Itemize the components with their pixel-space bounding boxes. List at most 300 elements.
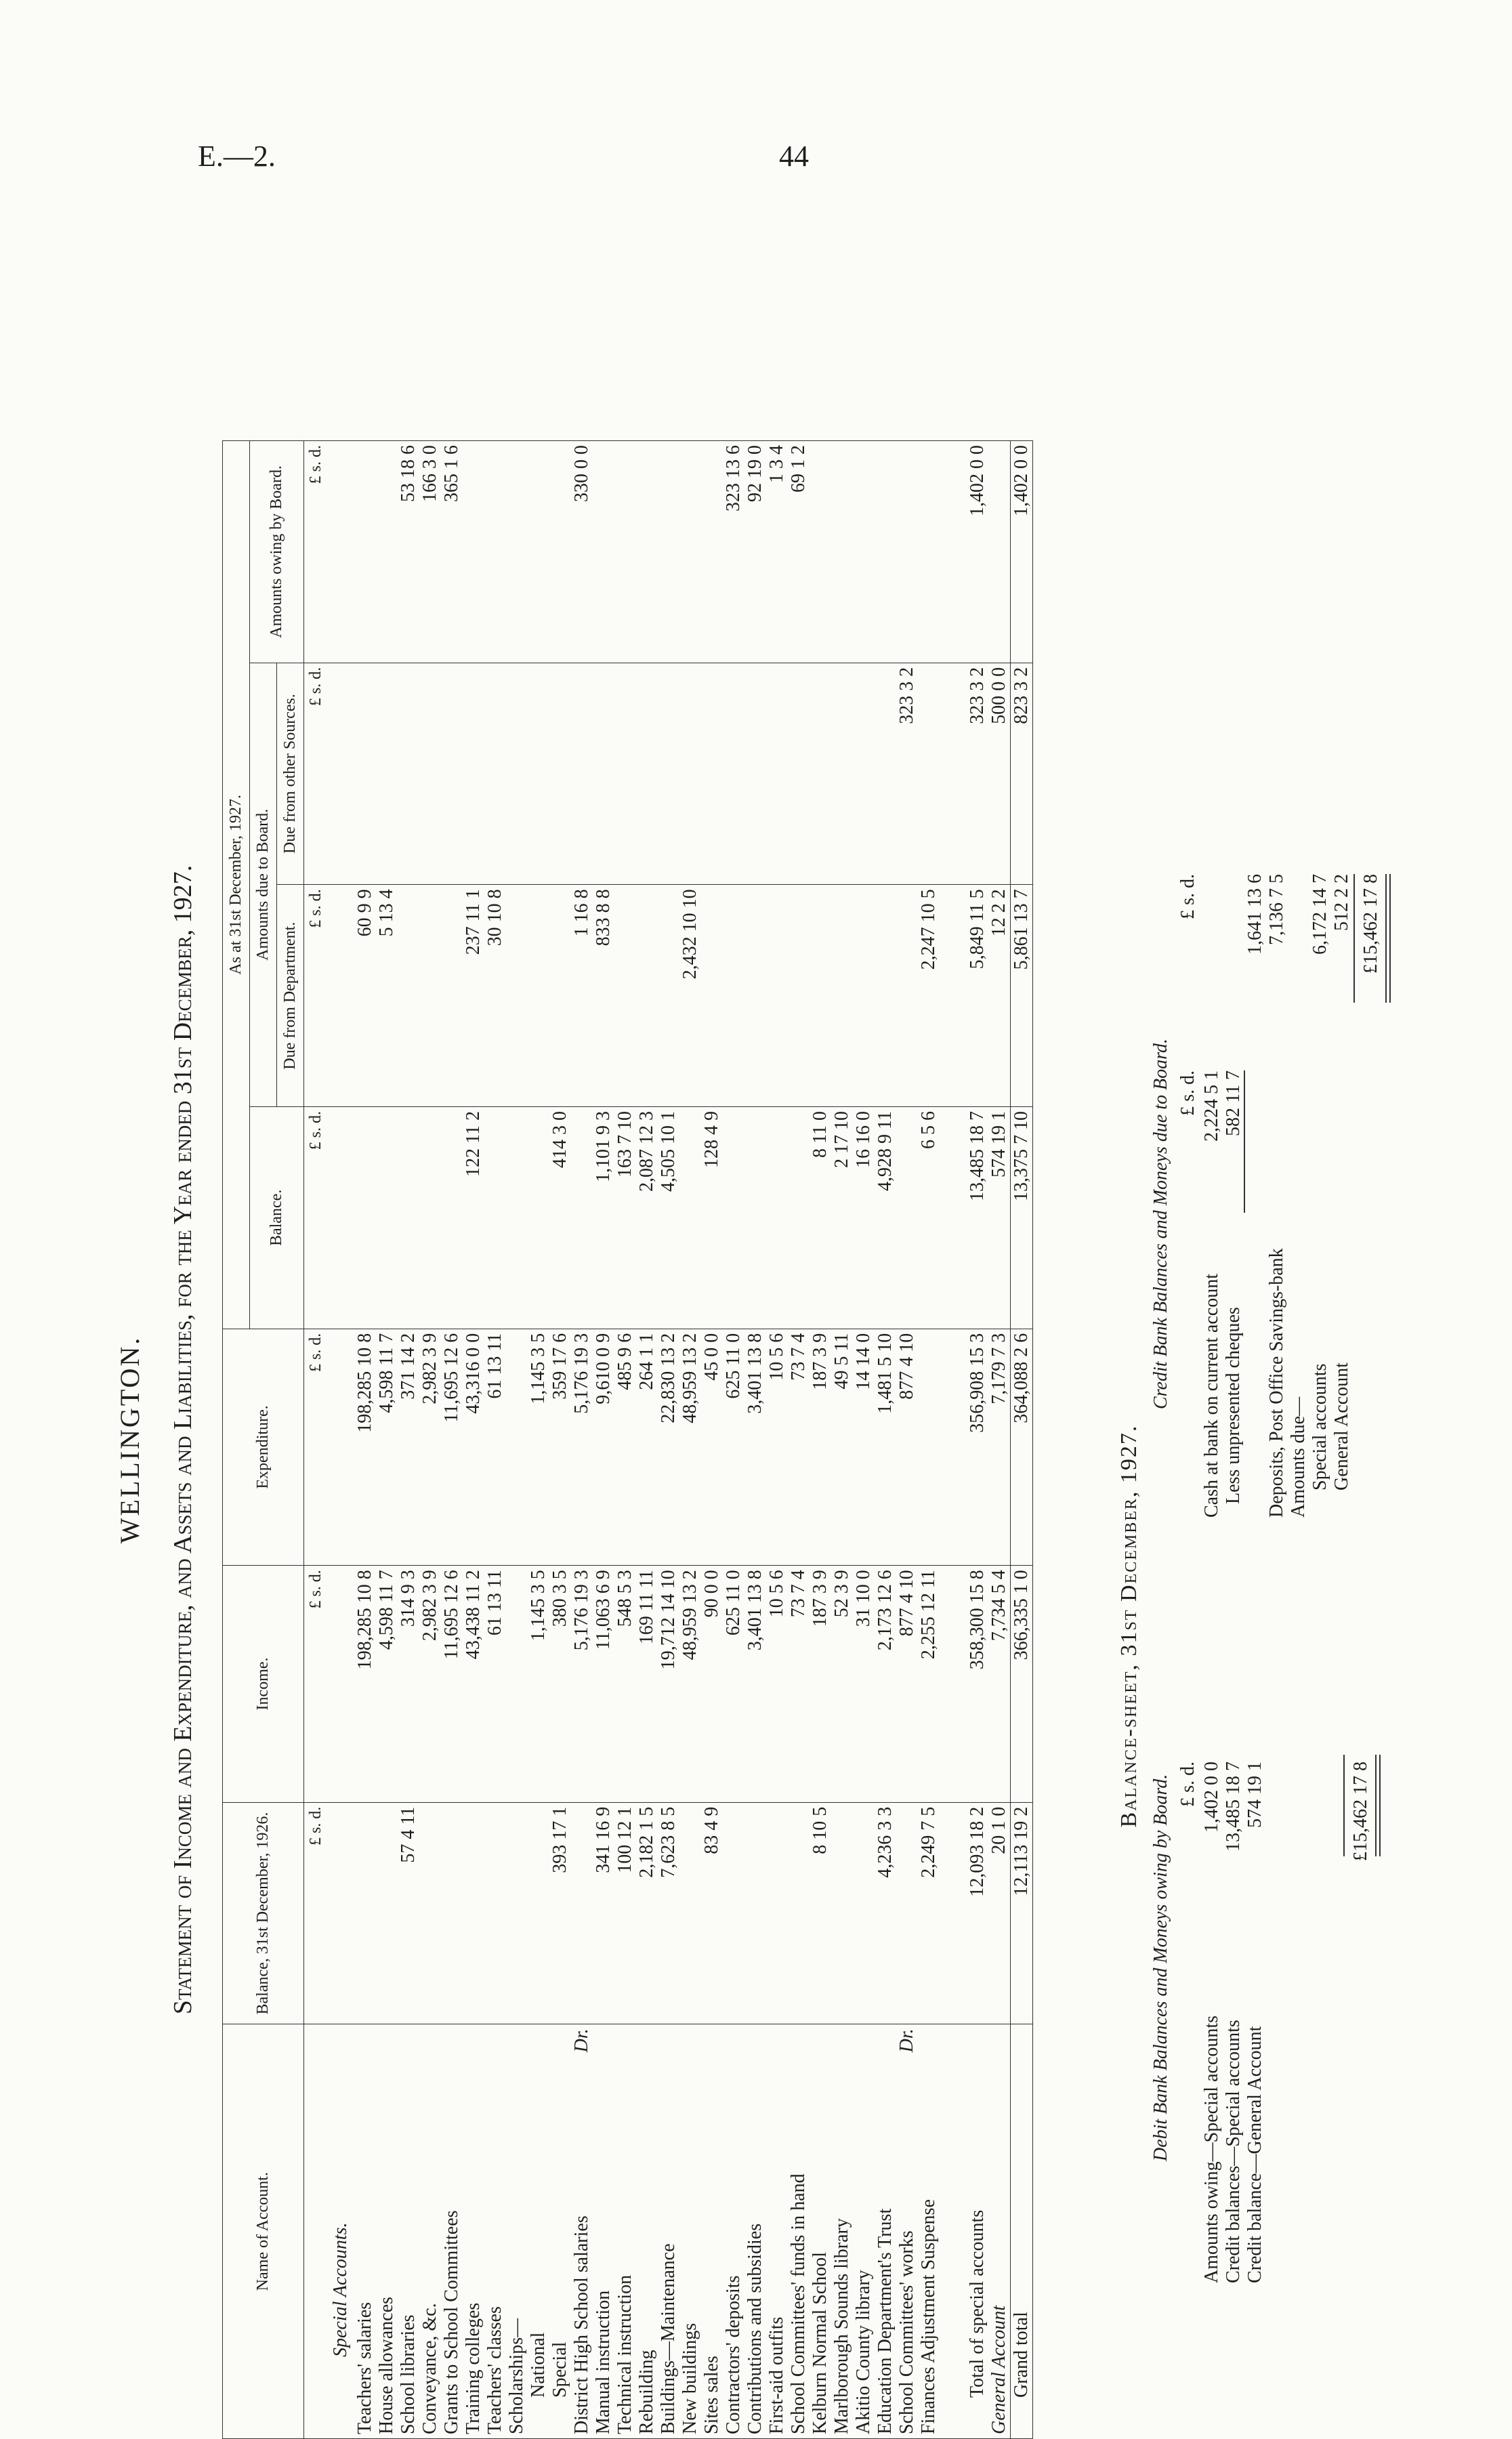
total-other: 823 3 2 [1011,663,1033,885]
table-row [376,441,398,2439]
cell-dept: 60 9 9 [354,885,376,1107]
cell-dept [896,885,918,1107]
cell-b26 [896,1802,918,2024]
cell-dept [831,885,853,1107]
table-row [896,441,918,2439]
rule [1385,874,1387,1003]
cell-bal [354,1107,376,1329]
credit-units-b: £ s. d. [1177,874,1198,919]
cell-other [875,663,896,885]
cell-other [723,663,744,885]
cell-dept [766,885,788,1107]
cell-inc: 52 3 9 [831,1566,853,1803]
cell-inc: 4,598 11 7 [376,1566,398,1803]
account-name: Grants to School Committees [441,2024,463,2439]
cell-inc: 73 7 4 [788,1566,810,1803]
cell-dept [658,885,679,1107]
statement-title: Statement of Income and Expenditure, and Assets and Liabilities, for the Year ended 31st December, 1927. [169,864,197,2015]
cell-other [441,663,463,885]
account-name: Teachers' classes [484,2024,506,2439]
table-row [614,441,636,2439]
cell-dept: 30 10 8 [484,885,506,1107]
account-name: Rebuilding [636,2024,658,2439]
credit-amount-a: 582 11 7 [1223,1070,1244,1136]
cell-b26: 57 4 11 [398,1802,419,2024]
cell-b26: 4,236 3 3 [875,1802,896,2024]
table-row [853,441,875,2439]
cell-inc: 187 3 9 [810,1566,831,1803]
units-label: £ s. d. [304,1566,328,1803]
cell-other [398,663,419,885]
cell-dept [701,885,723,1107]
table-row [463,441,484,2439]
account-name: Finances Adjustment Suspense [918,2024,940,2439]
total-bal: 574 19 1 [988,1107,1011,1329]
cell-dept [441,885,463,1107]
credit-label: General Account [1331,1362,1352,1490]
cell-inc: 877 4 10 [896,1566,918,1803]
cell-b26 [744,1802,766,2024]
cell-bal [506,1107,528,1329]
credit-amount-b: 512 2 2 [1331,874,1352,931]
cell-exp: 49 5 11 [831,1329,853,1566]
col-balance-header: Balance. [250,1107,304,1329]
rule [1375,1755,1377,1856]
cell-inc: 43,438 11 2 [463,1566,484,1803]
cell-exp: 1,481 5 10 [875,1329,896,1566]
account-name: Sites sales [701,2024,723,2439]
cell-other [506,663,528,885]
table-row [441,441,463,2439]
cell-inc: 548 5 3 [614,1566,636,1803]
credit-label: Cash at bank on current account [1201,1274,1222,1518]
cell-exp: 43,316 0 0 [463,1329,484,1566]
cell-owing [918,441,940,663]
cell-inc: 31 10 0 [853,1566,875,1803]
cell-dept [528,885,549,1107]
cell-other [484,663,506,885]
units-label: £ s. d. [304,1107,328,1329]
cell-b26 [571,1802,593,2024]
cell-bal [896,1107,918,1329]
total-bal: 13,485 18 7 [967,1107,988,1329]
account-name: House allowances [376,2024,398,2439]
cell-owing [810,441,831,663]
cell-other [788,663,810,885]
cell-b26: 7,623 8 5 [658,1802,679,2024]
credit-total: £15,462 17 8 [1360,874,1381,974]
cell-exp: 198,285 10 8 [354,1329,376,1566]
cell-exp: 359 17 6 [549,1329,571,1566]
cell-inc: 11,063 6 9 [593,1566,614,1803]
cell-dept: 2,432 10 10 [679,885,701,1107]
cell-bal [398,1107,419,1329]
account-name: Education Department's Trust [875,2024,896,2439]
cell-exp: 61 13 11 [484,1329,506,1566]
cell-exp: 264 1 1 [636,1329,658,1566]
cell-inc: 19,712 14 10 [658,1566,679,1803]
cell-dept: 1 16 8 [571,885,593,1107]
account-name: National [528,2024,549,2439]
account-name: School Committees' funds in hand [788,2024,810,2439]
cell-owing: 69 1 2 [788,441,810,663]
debit-title: Debit Bank Balances and Moneys owing by Board. [1150,1774,1171,2161]
cell-bal [766,1107,788,1329]
cell-b26 [376,1802,398,2024]
cell-b26 [528,1802,549,2024]
section-special-accounts: Special Accounts. [327,2024,354,2439]
cell-exp: 73 7 4 [788,1329,810,1566]
cell-other [571,663,593,885]
account-name: School libraries [398,2024,419,2439]
page-code: E.—2. [198,140,276,173]
cell-b26: 83 4 9 [701,1802,723,2024]
cell-other [614,663,636,885]
rule [1389,874,1391,1003]
col-amounts-due-header: Amounts due to Board. [250,663,277,1106]
cell-other [376,663,398,885]
total-dept: 5,861 13 7 [1011,885,1033,1107]
cell-inc: 48,959 13 2 [679,1566,701,1803]
table-row [918,441,940,2439]
cell-dept [419,885,441,1107]
account-name: Kelburn Normal School [810,2024,831,2439]
units-label: £ s. d. [304,663,328,885]
total-exp: 7,179 7 3 [988,1329,1011,1566]
table-row [636,441,658,2439]
cell-owing [831,441,853,663]
cell-inc: 5,176 19 3 [571,1566,593,1803]
cell-exp [506,1329,528,1566]
cell-owing: 92 19 0 [744,441,766,663]
col-due-dept-header: Due from Department. [277,885,304,1107]
region-heading: WELLINGTON. [114,1335,145,1544]
table-row [766,441,788,2439]
cell-other [419,663,441,885]
account-name: Teachers' salaries [354,2024,376,2439]
col-due-other-header: Due from other Sources. [277,663,304,885]
cell-other [766,663,788,885]
cell-dept [506,885,528,1107]
cell-exp: 2,982 3 9 [419,1329,441,1566]
credit-label: Amounts due— [1288,1396,1309,1518]
account-name: Contractors' deposits [723,2024,744,2439]
cell-bal: 128 4 9 [701,1107,723,1329]
account-name: Training colleges [463,2024,484,2439]
page-number: 44 [779,140,809,173]
cell-b26 [766,1802,788,2024]
cell-bal [679,1107,701,1329]
total-other: 323 3 2 [967,663,988,885]
cell-other [549,663,571,885]
cell-other [918,663,940,885]
total-other: 500 0 0 [988,663,1011,885]
col-owing-header: Amounts owing by Board. [250,441,304,663]
cell-dept [788,885,810,1107]
debit-label: Amounts owing—Special accounts [1201,2015,1222,2283]
cell-other [636,663,658,885]
cell-bal [788,1107,810,1329]
cell-owing [614,441,636,663]
cell-bal [376,1107,398,1329]
table-row [788,441,810,2439]
cell-b26: 100 12 1 [614,1802,636,2024]
cell-owing [875,441,896,663]
cell-exp: 625 11 0 [723,1329,744,1566]
table-row [744,441,766,2439]
cell-owing [593,441,614,663]
rotated-page-body [114,244,1381,2439]
cell-owing [636,441,658,663]
account-name: Manual instruction [593,2024,614,2439]
table-row [875,441,896,2439]
cell-other [810,663,831,885]
account-name: First-aid outfits [766,2024,788,2439]
cell-exp: 11,695 12 6 [441,1329,463,1566]
cell-inc: 380 3 5 [549,1566,571,1803]
cell-dept: 5 13 4 [376,885,398,1107]
cell-b26 [506,1802,528,2024]
col-expenditure-header: Expenditure. [223,1329,304,1566]
cell-other [658,663,679,885]
total-owing: 1,402 0 0 [1011,441,1033,663]
cell-other [679,663,701,885]
cell-dept [744,885,766,1107]
cell-other [463,663,484,885]
rule [1353,874,1355,1003]
table-row [571,441,593,2439]
cell-owing: 365 1 6 [441,441,463,663]
cell-b26: 341 16 9 [593,1802,614,2024]
credit-label: Special accounts [1309,1363,1330,1490]
cell-dept [810,885,831,1107]
total-inc: 358,300 15 8 [967,1566,988,1803]
debit-units: £ s. d. [1177,1762,1198,1807]
col-as-at-header: As at 31st December, 1927. [223,441,250,1329]
cell-inc: 1,145 3 5 [528,1566,549,1803]
cell-exp: 877 4 10 [896,1329,918,1566]
cell-exp: 9,610 0 9 [593,1329,614,1566]
cell-bal [723,1107,744,1329]
cell-exp: 371 14 2 [398,1329,419,1566]
cell-b26 [831,1802,853,2024]
cell-bal: 163 7 10 [614,1107,636,1329]
table-row [701,441,723,2439]
cell-other [701,663,723,885]
cell-other [528,663,549,885]
table-row [419,441,441,2439]
cell-inc: 61 13 11 [484,1566,506,1803]
cell-exp: 4,598 11 7 [376,1329,398,1566]
cell-exp: 1,145 3 5 [528,1329,549,1566]
cell-exp: 3,401 13 8 [744,1329,766,1566]
table-row [549,441,571,2439]
cell-bal [419,1107,441,1329]
cell-bal: 4,505 10 1 [658,1107,679,1329]
cell-owing [658,441,679,663]
cell-inc: 2,255 12 11 [918,1566,940,1803]
cell-bal: 4,928 9 11 [875,1107,896,1329]
cell-exp: 45 0 0 [701,1329,723,1566]
cell-owing: 53 18 6 [398,441,419,663]
cell-inc: 10 5 6 [766,1566,788,1803]
cell-exp [918,1329,940,1566]
debit-marker: Dr. [896,2028,917,2053]
cell-exp: 10 5 6 [766,1329,788,1566]
account-name: Akitio County library [853,2024,875,2439]
cell-owing [484,441,506,663]
table-row [593,441,614,2439]
cell-b26: 393 17 1 [549,1802,571,2024]
cell-bal: 414 3 0 [549,1107,571,1329]
total-dept: 5,849 11 5 [967,885,988,1107]
credit-label: Deposits, Post Office Savings-bank [1266,1248,1287,1518]
cell-other [354,663,376,885]
cell-owing [354,441,376,663]
units-label: £ s. d. [304,1802,328,2024]
cell-other [831,663,853,885]
cell-b26 [679,1802,701,2024]
cell-dept [875,885,896,1107]
credit-title: Credit Bank Balances and Moneys due to Board. [1150,1039,1171,1409]
table-row [679,441,701,2439]
units-label: £ s. d. [304,885,328,1107]
cell-bal: 1,101 9 3 [593,1107,614,1329]
cell-bal [571,1107,593,1329]
table-row [484,441,506,2439]
cell-dept [636,885,658,1107]
cell-inc: 2,173 12 6 [875,1566,896,1803]
total-exp: 364,088 2 6 [1011,1329,1033,1566]
cell-bal: 2,087 12 3 [636,1107,658,1329]
cell-inc: 198,285 10 8 [354,1566,376,1803]
cell-owing [853,441,875,663]
cell-owing [701,441,723,663]
debit-total: £15,462 17 8 [1350,1762,1371,1861]
account-name: School Committees' works Dr. [896,2024,918,2439]
units-label: £ s. d. [304,1329,328,1566]
account-name: Marlborough Sounds library [831,2024,853,2439]
total-b26: 12,113 19 2 [1011,1802,1033,2024]
cell-dept: 2,247 10 5 [918,885,940,1107]
cell-b26 [354,1802,376,2024]
cell-inc: 2,982 3 9 [419,1566,441,1803]
credit-amount-b: 1,641 13 6 [1244,874,1265,955]
total-row [967,441,988,2439]
cell-dept [549,885,571,1107]
total-inc: 366,335 1 0 [1011,1566,1033,1803]
cell-bal: 8 11 0 [810,1107,831,1329]
total-owing: 1,402 0 0 [967,441,988,663]
cell-bal [441,1107,463,1329]
cell-owing [463,441,484,663]
cell-owing [679,441,701,663]
cell-b26 [723,1802,744,2024]
cell-inc [506,1566,528,1803]
cell-inc: 169 11 11 [636,1566,658,1803]
table-row [354,441,376,2439]
cell-inc: 11,695 12 6 [441,1566,463,1803]
cell-exp: 48,959 13 2 [679,1329,701,1566]
table-row [658,441,679,2439]
cell-exp: 187 3 9 [810,1329,831,1566]
cell-other [853,663,875,885]
cell-exp: 5,176 19 3 [571,1329,593,1566]
cell-exp: 485 9 6 [614,1329,636,1566]
cell-b26 [853,1802,875,2024]
cell-bal [744,1107,766,1329]
cell-owing [896,441,918,663]
cell-dept [853,885,875,1107]
col-income-header: Income. [223,1566,304,1803]
account-name: Scholarships— [506,2024,528,2439]
account-name: Technical instruction [614,2024,636,2439]
cell-owing: 330 0 0 [571,441,593,663]
cell-inc: 3,401 13 8 [744,1566,766,1803]
cell-bal [528,1107,549,1329]
credit-amount-b: 6,172 14 7 [1309,874,1330,955]
cell-b26 [484,1802,506,2024]
cell-owing: 166 3 0 [419,441,441,663]
cell-b26: 2,182 1 5 [636,1802,658,2024]
cell-other: 323 3 2 [896,663,918,885]
cell-b26 [419,1802,441,2024]
account-name: New buildings [679,2024,701,2439]
cell-dept: 833 8 8 [593,885,614,1107]
total-bal: 13,375 7 10 [1011,1107,1033,1329]
cell-bal: 6 5 6 [918,1107,940,1329]
table-row [398,441,419,2439]
total-exp: 356,908 15 3 [967,1329,988,1566]
cell-bal: 2 17 10 [831,1107,853,1329]
cell-dept: 237 11 1 [463,885,484,1107]
cell-b26 [463,1802,484,2024]
account-name: Conveyance, &c. [419,2024,441,2439]
table-row [810,441,831,2439]
rule [1379,1755,1381,1856]
cell-inc: 625 11 0 [723,1566,744,1803]
table-row [723,441,744,2439]
credit-units-a: £ s. d. [1177,1070,1198,1116]
cell-b26: 8 10 5 [810,1802,831,2024]
table-row [506,441,528,2439]
statement-table [222,440,1033,2439]
cell-dept [723,885,744,1107]
credit-label: Less unpresented cheques [1223,1307,1244,1504]
cell-owing: 1 3 4 [766,441,788,663]
cell-b26 [441,1802,463,2024]
credit-amount-a: 2,224 5 1 [1201,1070,1222,1142]
account-name: Buildings—Maintenance [658,2024,679,2439]
cell-owing: 323 13 6 [723,441,744,663]
cell-bal: 122 11 2 [463,1107,484,1329]
cell-dept [614,885,636,1107]
debit-label: Credit balance—General Account [1244,2026,1265,2283]
cell-owing [506,441,528,663]
account-name: Contributions and subsidies [744,2024,766,2439]
total-row [988,441,1011,2439]
col-name-header: Name of Account. [223,2024,304,2439]
cell-other [593,663,614,885]
account-name: District High School salaries Dr. [571,2024,593,2439]
debit-amount: 574 19 1 [1244,1762,1265,1828]
col-balance-1926-header: Balance, 31st December, 1926. [223,1802,304,2024]
cell-inc: 90 0 0 [701,1566,723,1803]
total-row [1011,441,1033,2439]
account-name: Special [549,2024,571,2439]
debit-marker: Dr. [571,2028,592,2053]
cell-owing [549,441,571,663]
